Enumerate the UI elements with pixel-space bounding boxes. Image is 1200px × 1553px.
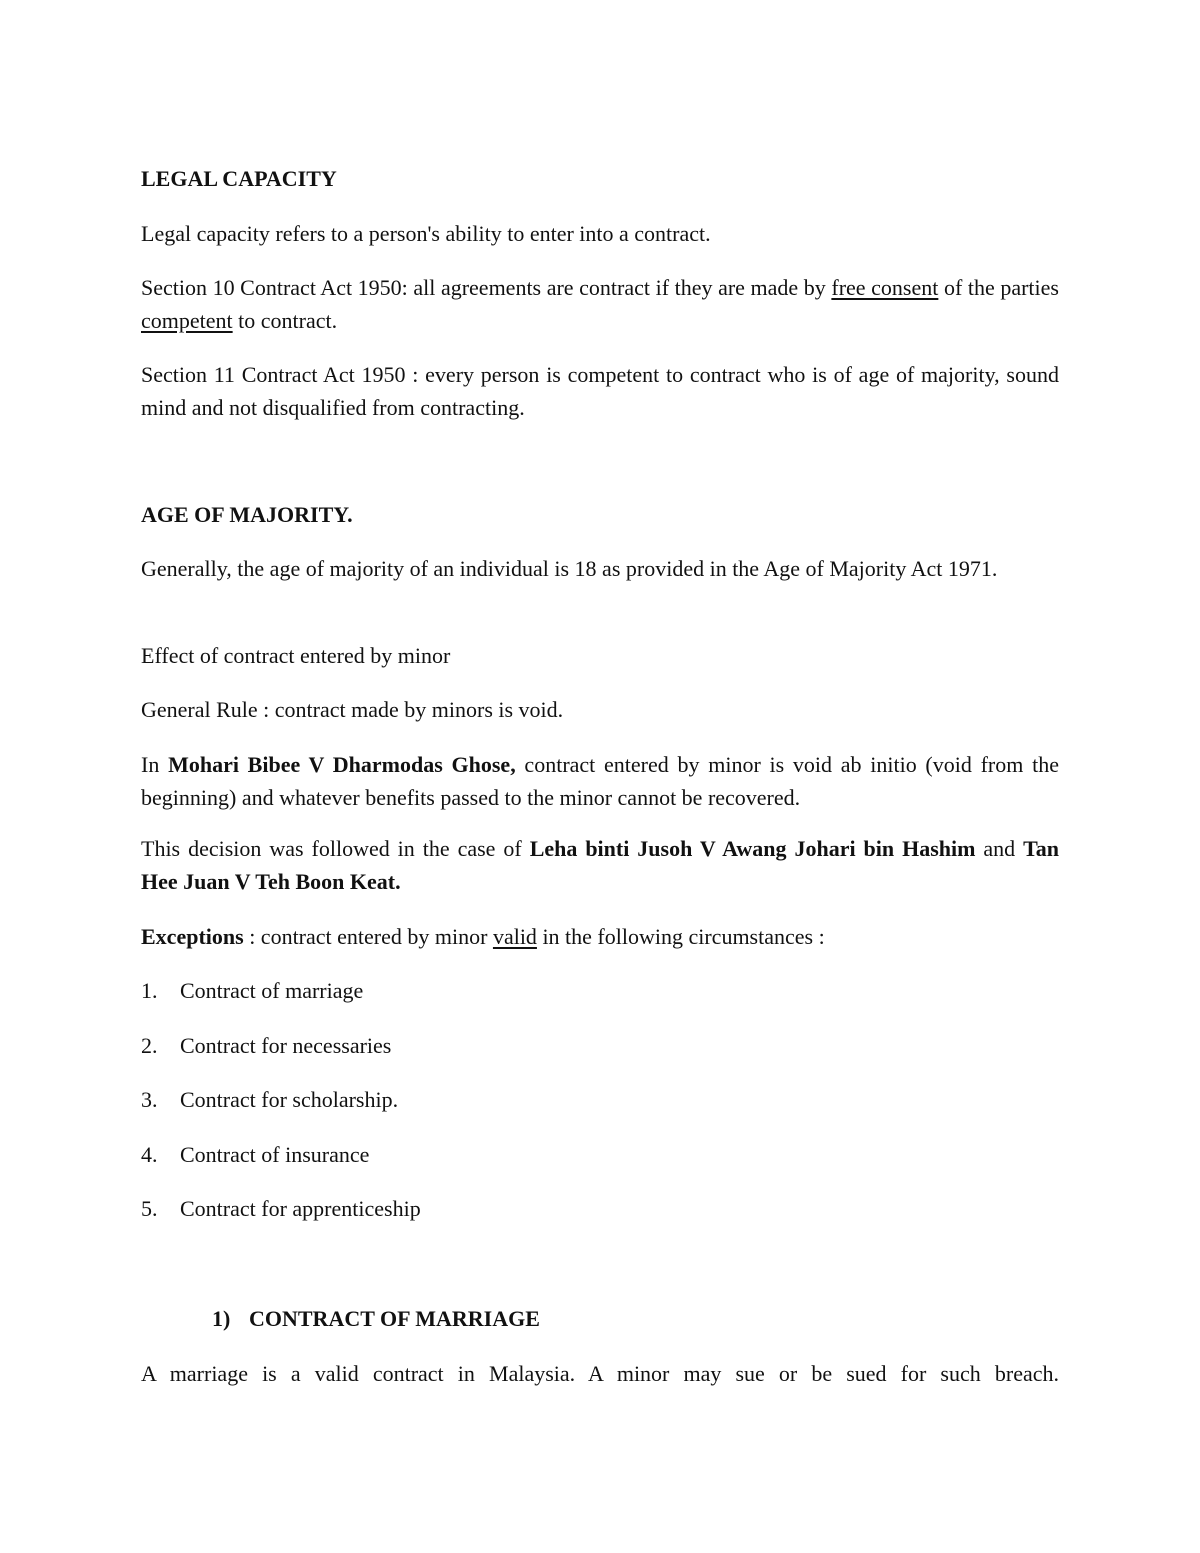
paragraph-section-10 (141, 271, 1059, 337)
paragraph-effect-of-contract: Effect of contract entered by minor (141, 643, 451, 668)
paragraph-followed-cases (141, 832, 1059, 898)
heading-number: 1) (212, 1306, 231, 1331)
case-name-leha-binti-jusoh: Leha binti Jusoh V Awang Johari bin Hashim (529, 836, 976, 861)
text-run: : contract entered by minor (243, 924, 493, 949)
underlined-term-competent: competent (141, 308, 233, 333)
text-run: This decision was followed in the case of (141, 836, 530, 861)
list-item-number: 2. (141, 1033, 158, 1058)
list-item-number: 4. (141, 1142, 158, 1167)
case-name-mohari-bibee: Mohari Bibee V Dharmodas Ghose, (168, 752, 516, 777)
heading-age-of-majority: AGE OF MAJORITY. (141, 502, 353, 527)
list-item-number: 1. (141, 978, 158, 1003)
list-item-text: Contract for necessaries (180, 1033, 392, 1058)
text-run: Section 10 Contract Act 1950: all agreements are contract if they are made by (141, 275, 832, 300)
paragraph-age-of-majority: Generally, the age of majority of an individual is 18 as provided in the Age of Majority Act 1971. (141, 556, 998, 581)
paragraph-legal-capacity-definition: Legal capacity refers to a person's ability to enter into a contract. (141, 221, 711, 246)
list-item-text: Contract of marriage (180, 978, 364, 1003)
text-run: In (141, 752, 169, 777)
heading-text: CONTRACT OF MARRIAGE (249, 1306, 540, 1331)
paragraph-general-rule: General Rule : contract made by minors is void. (141, 697, 564, 722)
case-name-tan-hee-juan: Tan Hee Juan V Teh Boon Keat. (141, 836, 1060, 894)
list-item-number: 5. (141, 1196, 158, 1221)
paragraph-exceptions (141, 920, 1059, 953)
paragraph-mohari-bibee (141, 748, 1059, 814)
exceptions-label: Exceptions (141, 924, 244, 949)
text-run: to contract. (232, 308, 338, 333)
heading-legal-capacity: LEGAL CAPACITY (141, 166, 337, 191)
text-run: and (975, 836, 1024, 861)
paragraph-section-11: Section 11 Contract Act 1950 : every person is competent to contract who is of age of majority, sound mind and not disqualified from contracting. (141, 362, 1059, 420)
underlined-term-free-consent: free consent (831, 275, 939, 300)
list-item-text: Contract of insurance (180, 1142, 370, 1167)
list-item-text: Contract for scholarship. (180, 1087, 399, 1112)
paragraph-marriage-contract: A marriage is a valid contract in Malaysia. A minor may sue or be sued for such breach. (141, 1361, 1059, 1386)
list-item-text: Contract for apprenticeship (180, 1196, 421, 1221)
list-item-number: 3. (141, 1087, 158, 1112)
text-run: of the parties (938, 275, 1059, 300)
text-run: in the following circumstances : (536, 924, 825, 949)
text-run: contract entered by minor is void ab initio (void from the beginning) and whatever benefits passed to the minor cannot be recovered. (141, 752, 1059, 810)
underlined-term-valid: valid (492, 924, 537, 949)
